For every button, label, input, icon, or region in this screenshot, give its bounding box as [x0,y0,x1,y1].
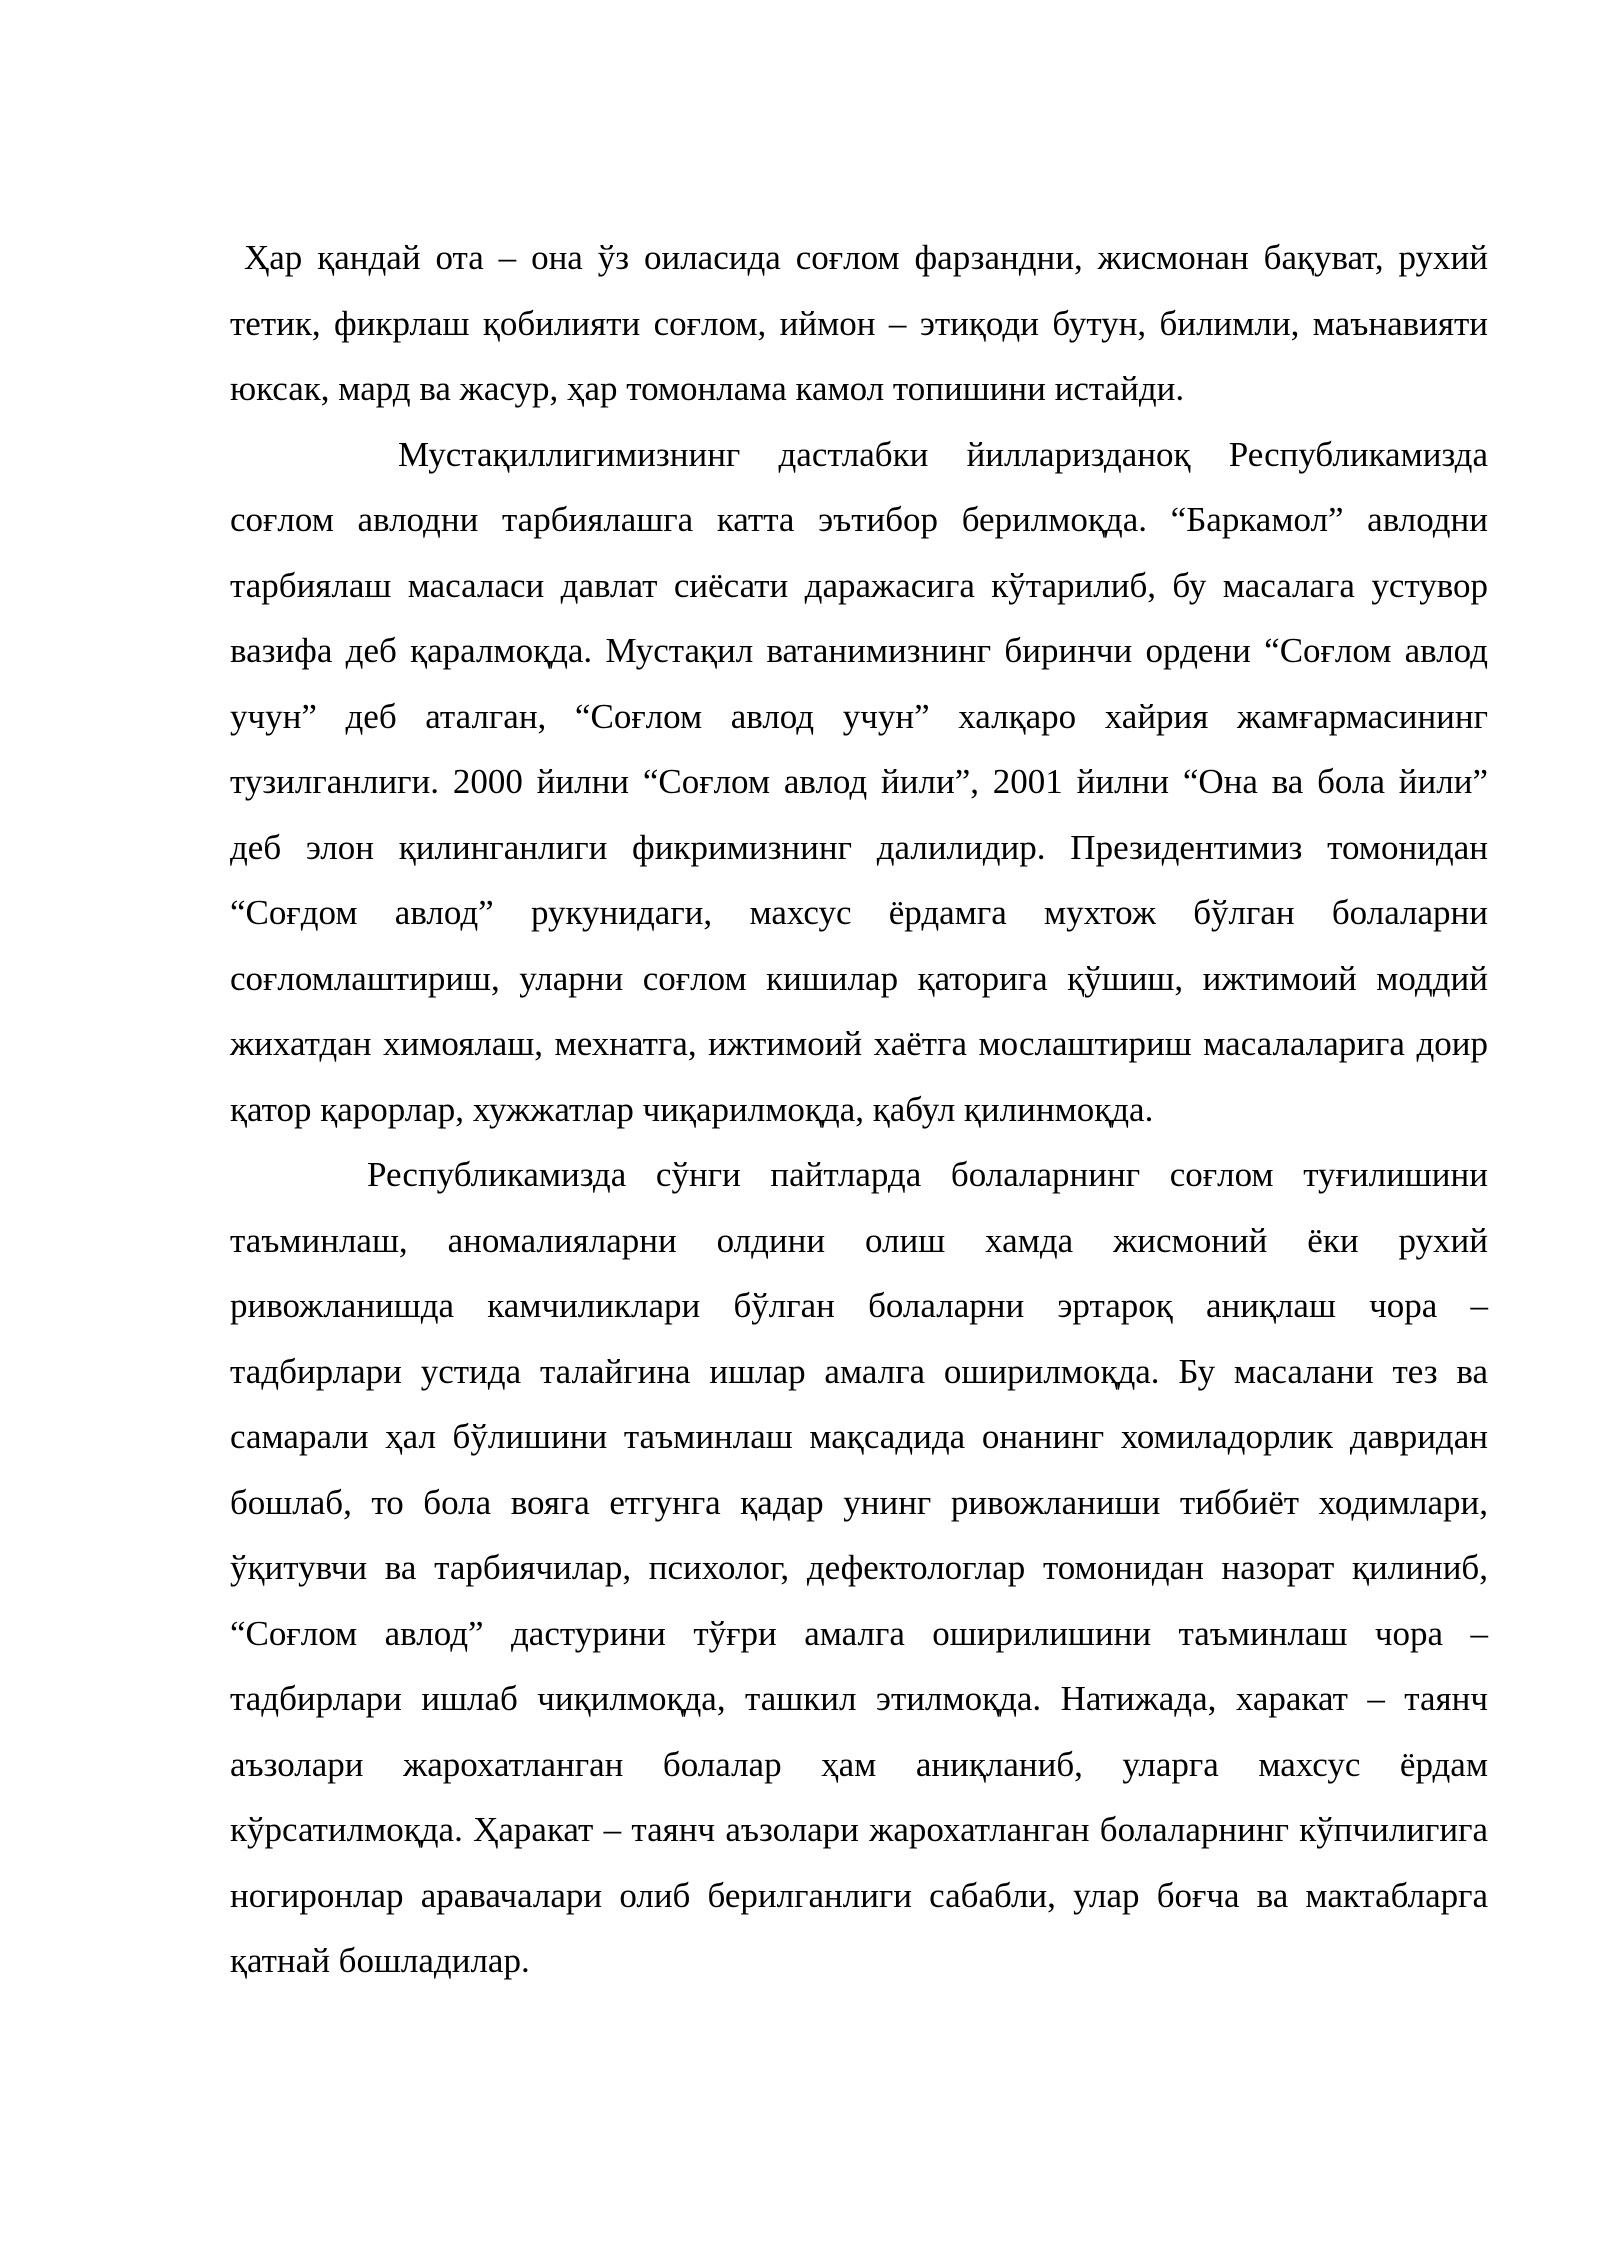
paragraph-3: Республикамизда сўнги пайтларда болаларнинг соғлом туғилишини таъминлаш, аномалияларни олдини олиш хамда жисмоний ёки рухий ривожланишда камчиликлари бўлган болаларни эртароқ аниқлаш чора – тадбирлари устида талайгина ишлар амалга оширилмоқда. Бу масалани тез ва самарали ҳал бўлишини таъминлаш мақсадида онанинг хомиладорлик давридан бошлаб, то бола вояга етгунга қадар унинг ривожланиши тиббиёт ходимлари, ўқитувчи ва тарбиячилар, психолог, дефектологлар томонидан назорат қилиниб, “Соғлом авлод” дастурини тўғри амалга оширилишини таъминлаш чора – тадбирлари ишлаб чиқилмоқда, ташкил этилмоқда. Натижада, харакат – таянч аъзолари жарохатланган болалар ҳам аниқланиб, уларга махсус ёрдам кўрсатилмоқда. Ҳаракат – таянч аъзолари жарохатланган болаларнинг кўпчилигига ногиронлар аравачалари олиб берилганлиги сабабли, улар боғча ва мактабларга қатнай бошладилар. [230,1155,1488,1980]
document-body [230,225,1488,1994]
paragraph-1: Ҳар қандай ота – она ўз оиласида соғлом фарзандни, жисмонан бақуват, рухий тетик, фикрлаш қобилияти соғлом, иймон – этиқоди бутун, билимли, маънавияти юксак, мард ва жасур, ҳар томонлама камол топишини истайди. [230,238,1488,408]
paragraph-2: Мустақиллигимизнинг дастлабки йилларизданоқ Республикамизда соғлом авлодни тарбиялашга катта эътибор берилмоқда. “Баркамол” авлодни тарбиялаш масаласи давлат сиёсати даражасига кўтарилиб, бу масалага устувор вазифа деб қаралмоқда. Мустақил ватанимизнинг биринчи ордени “Соғлом авлод учун” деб аталган, “Соғлом авлод учун” халқаро хайрия жамғармасининг тузилганлиги. 2000 йилни “Соғлом авлод йили”, 2001 йилни “Она ва бола йили” деб элон қилинганлиги фикримизнинг далилидир. Президентимиз томонидан “Соғдом авлод” рукунидаги, махсус ёрдамга мухтож бўлган болаларни соғломлаштириш, уларни соғлом кишилар қаторига қўшиш, ижтимоий моддий жихатдан химоялаш, мехнатга, ижтимоий хаётга мослаштириш масалаларига доир қатор қарорлар, хужжатлар чиқарилмоқда, қабул қилинмоқда. [230,434,1488,1129]
